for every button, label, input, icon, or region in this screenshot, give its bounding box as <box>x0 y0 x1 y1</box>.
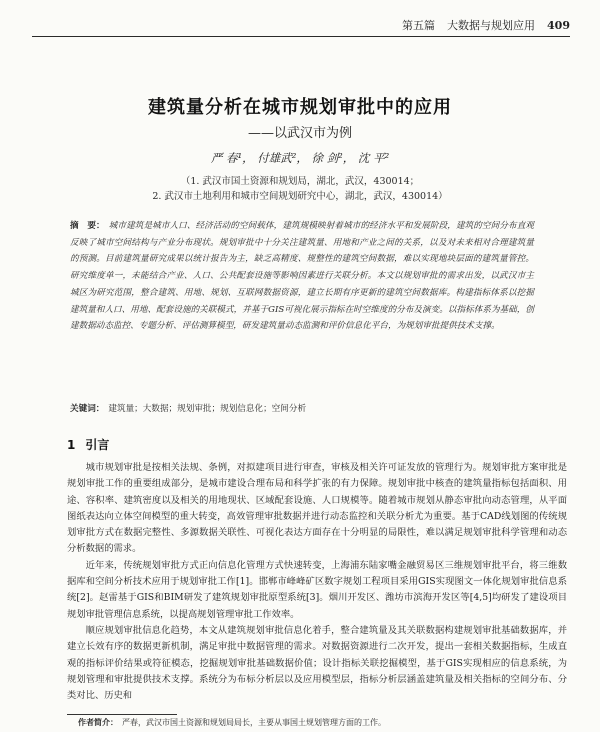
affiliation-2: 2. 武汉市土地利用和城市空间规划研究中心，湖北，武汉，430014） <box>152 191 448 202</box>
abstract-label: 摘 要： <box>70 221 105 231</box>
running-header <box>32 14 570 37</box>
keywords-text: 建筑量；大数据；规划审批；规划信息化；空间分析 <box>108 404 307 414</box>
page-number: 409 <box>547 18 570 32</box>
author-list: 严 春¹， 付雄武²， 徐 剑²， 沈 平² <box>210 151 390 165</box>
paragraph: 顺应规划审批信息化趋势，本文从建筑规划审批信息化着手，整合建筑量及其关联数据构建规划审批基础数据库，并建立长效有序的数据更新机制，满足审批中数据管理的需求。对数据资源进行二次开发，提出一套相关数据指标，生成直观的指标评价结果或符征模态，挖掘规划审批基础数据价值；设计指标关联挖掘模型，基于GIS实现相应的信息系统，为规划管理和审批提供技术支撑。系统分为布标分析层以及应用模型层，指标分析层涵盖建筑量及相关指标的空间分布、分类对比、历史和 <box>67 624 567 702</box>
paper-title: 建筑量分析在城市规划审批中的应用 <box>148 97 452 118</box>
footnote-divider <box>67 714 177 715</box>
section-heading <box>67 436 109 453</box>
abstract-text: 城市建筑是城市人口、经济活动的空间载体，建筑规模映射着城市的经济水平和发展阶段，建筑的空间分布直观反映了城市空间结构与产业分布现状。规划审批中十分关注建筑量、用地和产业之间的关系，以及对未来相对合理建筑量的预测。目前建筑量研究成果以统计报告为主，缺乏高精度、规整性的建筑空间数据，难以实现地块层面的建筑量管控。研究维度单一，未能结合产业、人口、公共配套设施等影响因素进行关联分析。本文以规划审批的需求出发，以武汉市主城区为研究范围，整合建筑、用地、规划、互联网数据资源，建立长期有序更新的建筑空间数据库。构建指标体系以挖掘建筑量和人口、用地、配套设施的关联模式，并基于GIS可视化展示指标在时空维度的分布及演变。以指标体系为基础，创建数据动态监控、专题分析、评估测算模型，研发建筑量动态监测和评价信息化平台，为规划审批提供技术支撑。 <box>70 221 534 332</box>
footnote-text: 严春，武汉市国土资源和规划局局长，主要从事国土规划管理方面的工作。 <box>122 718 386 727</box>
abstract <box>70 218 534 335</box>
running-header-section: 大数据与规划应用 <box>447 19 536 32</box>
running-header-part: 第五篇 <box>402 19 436 32</box>
body-text <box>67 460 567 704</box>
section-number: 1 <box>67 438 76 452</box>
keywords-label: 关键词： <box>70 404 105 414</box>
section-title: 引言 <box>85 438 110 452</box>
footnote-label: 作者简介： <box>78 717 118 727</box>
paper-subtitle: ——以武汉市为例 <box>247 126 352 141</box>
affiliation-1: （1. 武汉市国土资源和规划局，湖北，武汉，430014； <box>180 176 420 187</box>
paragraph: 近年来，传统规划审批方式正向信息化管理方式快速转变，上海浦东陆家嘴金融贸易区三维规划审批平台，将三维数据库和空间分析技术应用于规划审批工作[1]。邯郸市峰峰矿区数字规划工程项目采用GIS实现图文一体化规划审批信息系统[2]。赵雷基于GIS和BIM研发了建筑规划审批原型系统[3]。烟川开发区、潍坊市滨海开发区等[4,5]均研发了建设项目规划审批管理信息系统，以提高规划管理审批工作效率。 <box>67 559 567 620</box>
keywords <box>70 402 534 416</box>
author-footnote <box>78 717 567 728</box>
paragraph: 城市规划审批是按相关法规、条例，对拟建项目进行审查，审核及相关许可证发放的管理行为。规划审批方案审批是规划审批工作的重要组成部分，是城市建设合理布局和科学扩张的有力保障。规划审批中核查的建筑量指标包括面积、用途、容积率、建筑密度以及相关的用地现状、区域配套设施、人口规模等。随着城市规划从静态审批向动态管理，从平面图纸表达向立体空间模型的重大转变，高效管理审批数据并进行动态监控和关联分析尤为重要。基于CAD线划图的传统规划审批方式在数据完整性、多源数据关联性、可视化表达方面存在十分明显的局限性，难以满足规划审批科学管理和动态分析数据的需求。 <box>67 462 567 555</box>
